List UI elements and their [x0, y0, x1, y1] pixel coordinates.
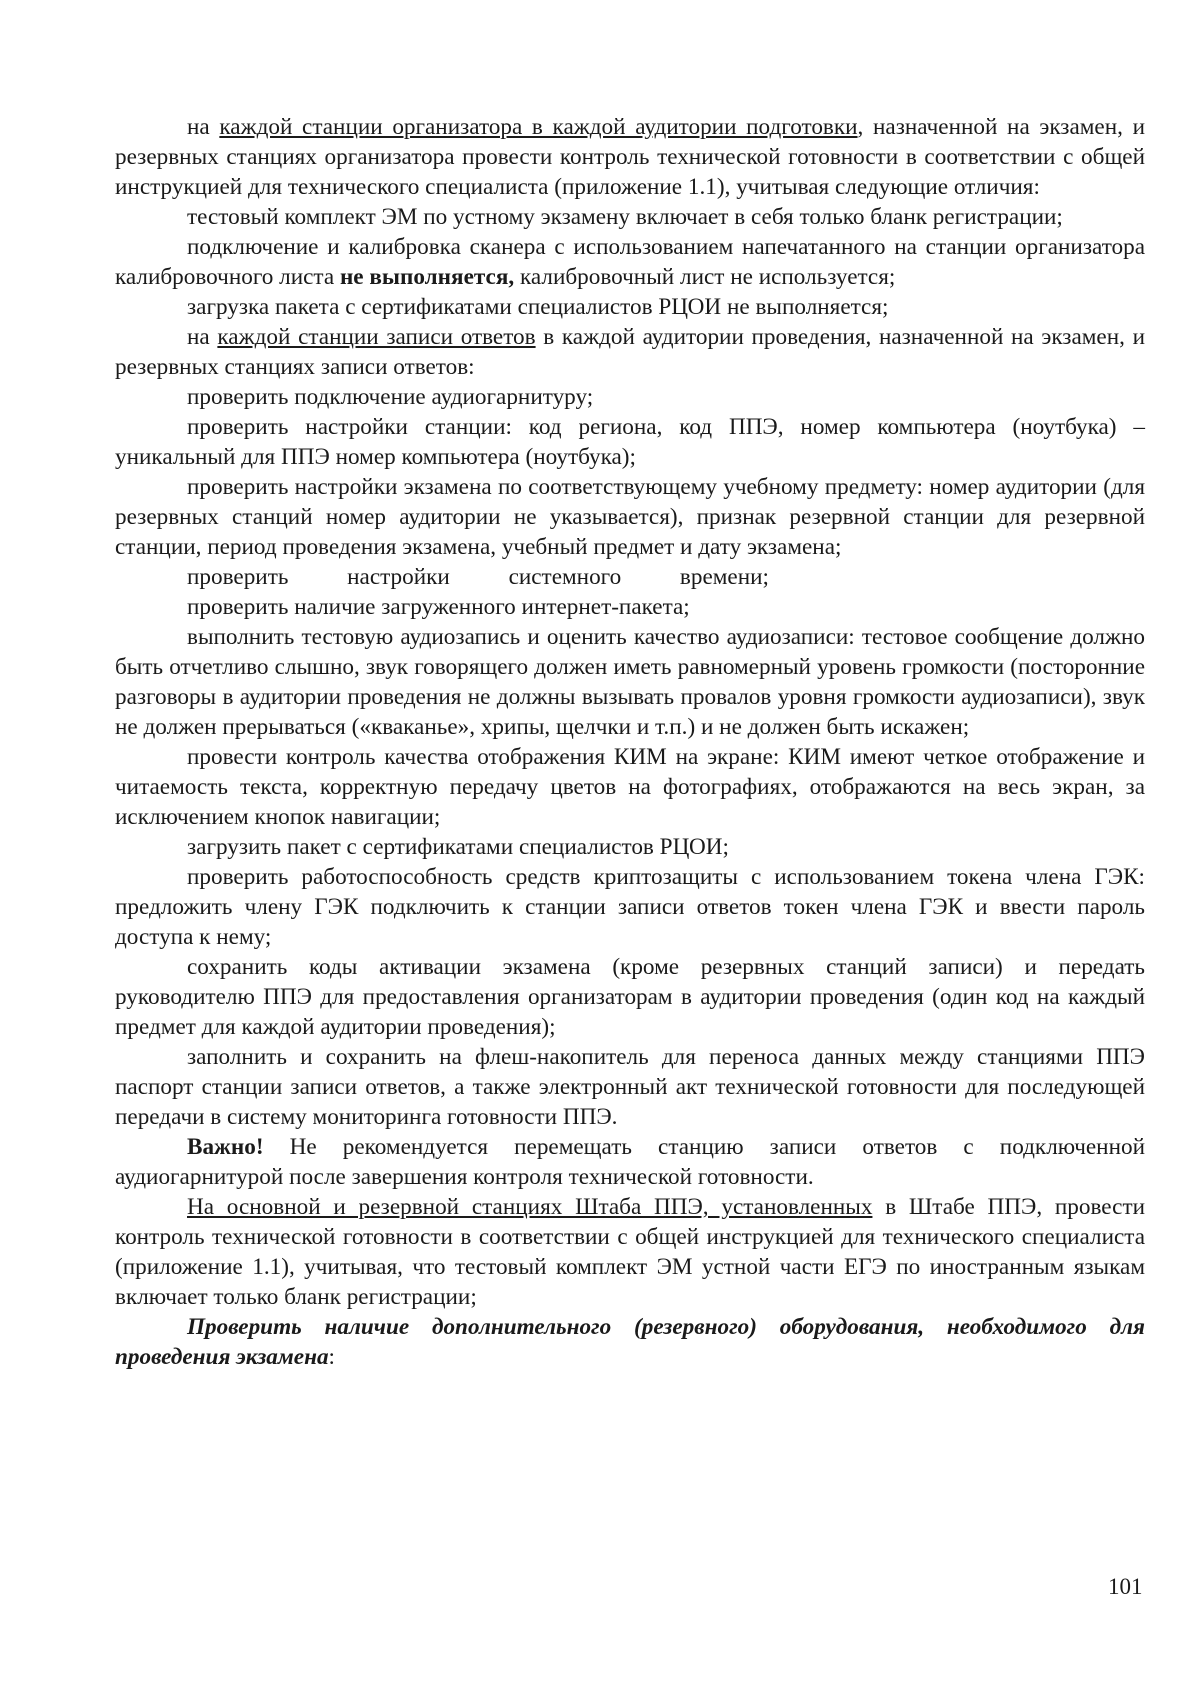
paragraph-kim-display: провести контроль качества отображения КИМ на экране: КИМ имеют четкое отображение и читаемость текста, корректную передачу цветов на фотографиях, отображаются на весь экран, за исключением кнопок навигации;: [115, 744, 1145, 830]
bold-text: Важно!: [187, 1134, 264, 1160]
paragraph-save-passport: заполнить и сохранить на флеш-накопитель для переноса данных между станциями ППЭ паспорт станции записи ответов, а также электронный акт технической готовности для последующей передачи в систему мониторинга готовности ППЭ.: [115, 1044, 1145, 1130]
paragraph-backup-equipment: [115, 1312, 1145, 1372]
page-number: 101: [1108, 1574, 1143, 1599]
paragraph-station-settings: проверить настройки станции: код региона, код ППЭ, номер компьютера (ноутбука) – уникальный для ППЭ номер компьютера (ноутбука);: [115, 414, 1145, 470]
paragraph-load-certificates: загрузить пакет с сертификатами специалистов РЦОИ;: [187, 834, 729, 860]
bold-italic-text: Проверить наличие дополнительного (резервного) оборудования, необходимого для проведения экзамена: [115, 1314, 1145, 1370]
text: , назначенной на экзамен, и резервных станциях организатора провести контроль технической готовности в соответствии с общей инструкцией для технического специалиста (приложение 1.1), учитывая следующие отличия:: [115, 114, 1145, 200]
document-body: [115, 112, 1145, 1372]
text: на: [187, 324, 218, 350]
underlined-text: каждой станции записи ответов: [217, 324, 536, 350]
paragraph-certificates-not-loaded: загрузка пакета с сертификатами специалистов РЦОИ не выполняется;: [187, 294, 889, 320]
paragraph-organizer-stations: [115, 112, 1145, 202]
bold-text: не выполняется,: [339, 264, 515, 290]
paragraph-activation-codes: сохранить коды активации экзамена (кроме резервных станций записи) и передать руководителю ППЭ для предоставления организаторам в аудитории проведения (один код на каждый предмет для каждой аудитории проведения);: [115, 954, 1145, 1040]
paragraph-important-note: [115, 1132, 1145, 1192]
paragraph-test-audio: выполнить тестовую аудиозапись и оценить качество аудиозаписи: тестовое сообщение должно быть отчетливо слышно, звук говорящего должен иметь равномерный уровень громкости (посторонние разговоры в аудитории проведения не должны вызывать провалов уровня громкости аудиозаписи), звук не должен прерываться («кваканье», хрипы, щелчки и т.п.) и не должен быть искажен;: [115, 624, 1145, 740]
paragraph-exam-settings: проверить настройки экзамена по соответствующему учебному предмету: номер аудитории (для резервных станций номер аудитории не указывается), признак резервной станции для резервной станции, период проведения экзамена, учебный предмет и дату экзамена;: [115, 474, 1145, 560]
text: в Штабе ППЭ, провести контроль технической готовности в соответствии с общей инструкцией для технического специалиста (приложение 1.1), учитывая, что тестовый комплект ЭМ устной части ЕГЭ по иностранным языкам включает только бланк регистрации;: [115, 1194, 1145, 1310]
text: подключение и калибровка сканера с использованием напечатанного на станции организатора калибровочного листа: [115, 234, 1145, 290]
paragraph-scanner-calibration: [115, 232, 1145, 292]
underlined-text: каждой станции организатора в каждой аудитории подготовки: [219, 114, 858, 140]
underlined-text: На основной и резервной станциях Штаба ППЭ, установленных: [187, 1194, 873, 1220]
paragraph-system-time: проверить настройки системного времени;: [187, 564, 769, 590]
paragraph-check-headset: проверить подключение аудиогарнитуру;: [187, 384, 594, 410]
paragraph-headquarters-stations: [115, 1192, 1145, 1312]
text: :: [328, 1344, 335, 1370]
paragraph-crypto-check: проверить работоспособность средств криптозащиты с использованием токена члена ГЭК: предложить члену ГЭК подключить к станции записи ответов токен члена ГЭК и ввести пароль доступа к нему;: [115, 864, 1145, 950]
text: в каждой аудитории проведения, назначенной на экзамен, и резервных станциях записи ответов:: [115, 324, 1145, 380]
text: Не рекомендуется перемещать станцию записи ответов с подключенной аудиогарнитурой после завершения контроля технической готовности.: [115, 1134, 1145, 1190]
text: на: [187, 114, 220, 140]
paragraph-test-kit: тестовый комплект ЭМ по устному экзамену включает в себя только бланк регистрации;: [187, 204, 1063, 230]
paragraph-answer-recording-stations: [115, 322, 1145, 382]
text: калибровочный лист не используется;: [514, 264, 896, 290]
paragraph-internet-package: проверить наличие загруженного интернет-пакета;: [187, 594, 690, 620]
